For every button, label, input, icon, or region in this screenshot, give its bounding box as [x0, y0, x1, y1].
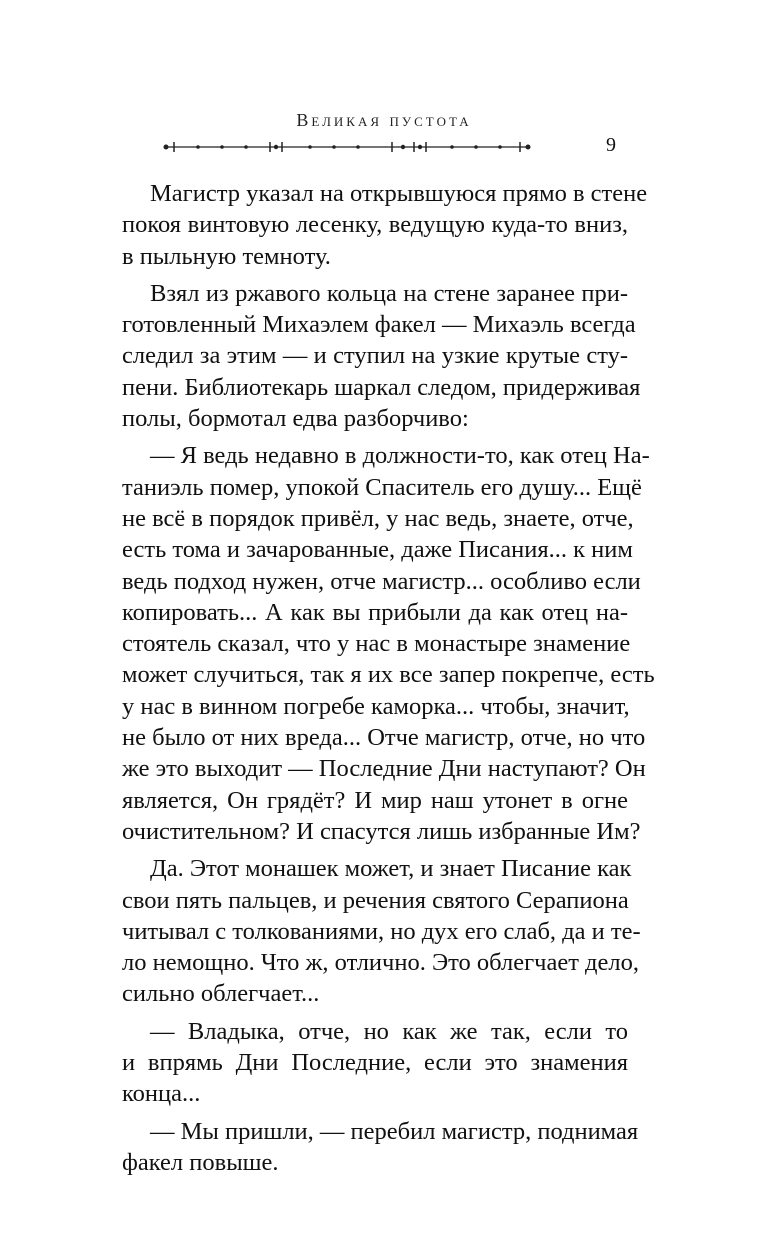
paragraph — [122, 1016, 628, 1110]
text-line: очистительном? И спасутся лишь избранные Им? — [122, 817, 641, 845]
text-line: — Мы пришли, — перебил магистр, поднимая — [150, 1117, 639, 1145]
text-line: сильно облегчает... — [122, 980, 320, 1008]
text-line: факел повыше. — [122, 1148, 279, 1176]
text-line: может случиться, так я их все запер покрепче, есть — [122, 661, 655, 689]
text-line: готовленный Михаэлем факел — Михаэль всегда — [122, 311, 636, 339]
text-line: в пыльную темноту. — [122, 242, 331, 270]
text-line: стоятель сказал, что у нас в монастыре знамение — [122, 630, 631, 658]
text-line: Магистр указал на открывшуюся прямо в стене — [150, 180, 648, 207]
text-line: читывал с толкованиями, но дух его слаб, да и те- — [122, 917, 641, 945]
text-line: является, Он грядёт? И мир наш утонет в огне — [122, 786, 628, 814]
text-line: копировать... А как вы прибыли да как отец на- — [122, 598, 628, 626]
text-line: — Я ведь недавно в должности-то, как отец На- — [150, 442, 650, 470]
body-text — [122, 178, 655, 1178]
paragraph — [122, 853, 641, 1009]
page-number: 9 — [606, 134, 616, 156]
text-line: у нас в винном погребе каморка... чтобы, значит, — [122, 692, 630, 720]
text-line: свои пять пальцев, и речения святого Серапиона — [122, 886, 629, 914]
paragraph — [122, 1116, 639, 1179]
running-title: Великая пустота — [296, 110, 472, 130]
text-line: и впрямь Дни Последние, если это знамения — [122, 1049, 628, 1077]
text-line: конца... — [122, 1080, 201, 1108]
text-line: Да. Этот монашек может, и знает Писание как — [150, 855, 632, 883]
paragraph — [122, 440, 655, 847]
text-line: — Владыка, отче, но как же так, если то — [150, 1017, 628, 1045]
paragraph — [122, 278, 641, 434]
text-line: таниэль помер, упокой Спаситель его душу... Ещё — [122, 473, 642, 501]
paragraph — [122, 178, 648, 272]
text-line: не было от них вреда... Отче магистр, отче, но что — [122, 724, 646, 752]
text-line: ведь подход нужен, отче магистр... особливо если — [122, 567, 641, 595]
header-ornament-rule — [160, 137, 534, 157]
text-line: же это выходит — Последние Дни наступают? Он — [122, 755, 646, 783]
text-line: есть тома и зачарованные, даже Писания... к ним — [122, 536, 633, 564]
text-line: следил за этим — и ступил на узкие крутые сту- — [122, 342, 628, 370]
text-line: полы, бормотал едва разборчиво: — [122, 405, 469, 433]
text-line: покоя винтовую лесенку, ведущую куда-то вниз, — [122, 211, 628, 239]
text-line: Взял из ржавого кольца на стене заранее при- — [150, 279, 628, 307]
text-line: не всё в порядок привёл, у нас ведь, знаете, отче, — [122, 504, 634, 532]
text-line: пени. Библиотекарь шаркал следом, придерживая — [122, 373, 641, 401]
text-line: ло немощно. Что ж, отлично. Это облегчает дело, — [122, 949, 640, 977]
